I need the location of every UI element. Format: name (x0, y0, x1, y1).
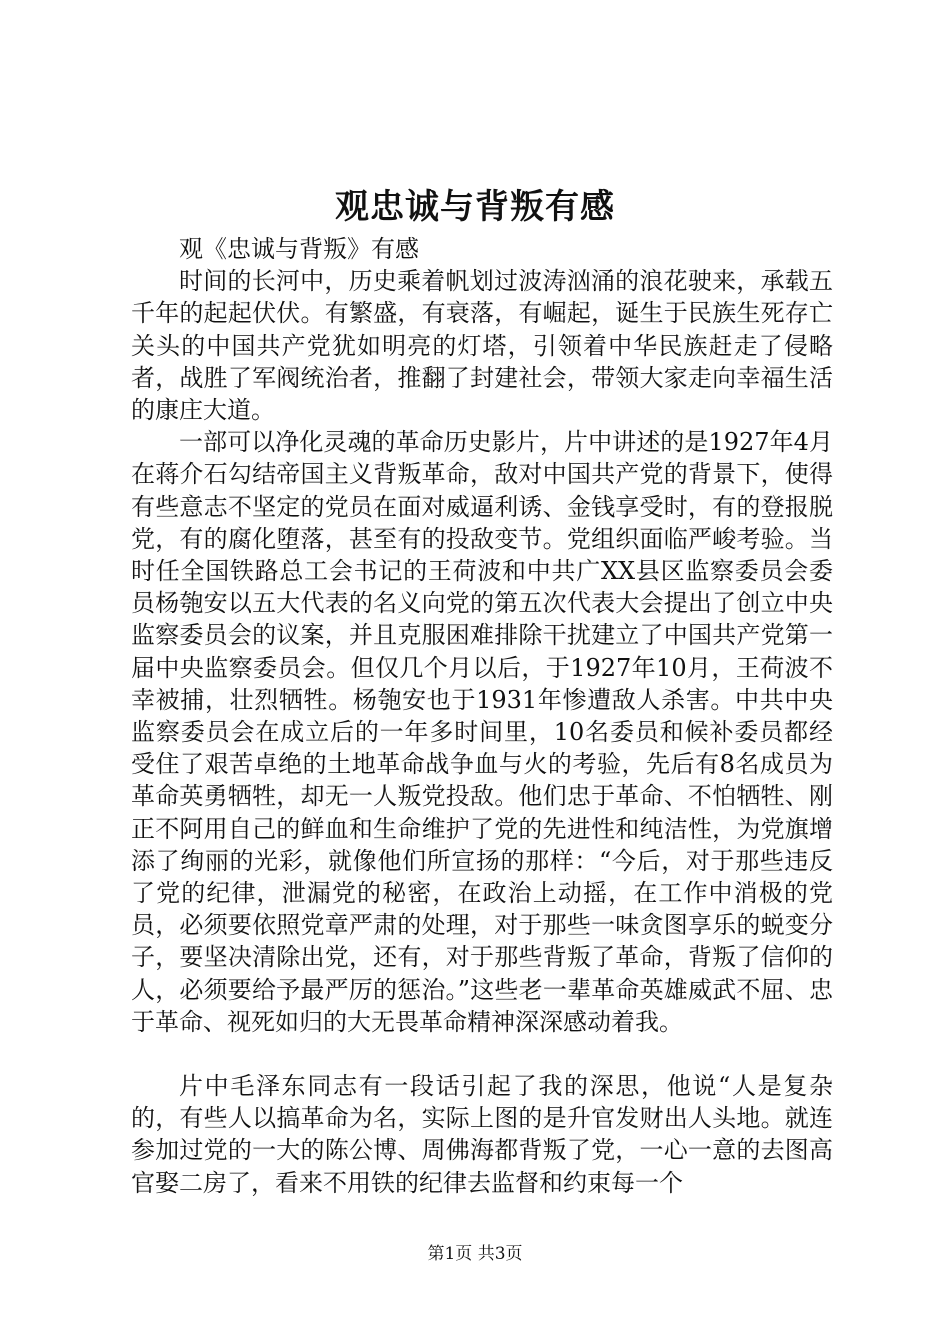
document-body (131, 233, 833, 1199)
document-title: 观忠诚与背叛有感 (335, 187, 615, 227)
paragraph-spacer (131, 1038, 833, 1070)
page-number-footer: 第1页 共3页 (427, 1244, 523, 1264)
paragraph-subtitle: 观《忠诚与背叛》有感 (179, 235, 419, 263)
paragraph-reflection: 片中毛泽东同志有一段话引起了我的深思，他说“人是复杂的，有些人以搞革命为名，实际上图的是升官发财出人头地。就连参加过党的一大的陈公博、周佛海都背叛了党，一心一意的去图高官娶二房了，看来不用铁的纪律去监督和约束每一个 (131, 1072, 833, 1197)
paragraph-film-summary: 一部可以净化灵魂的革命历史影片，片中讲述的是1927年4月在蒋介石勾结帝国主义背叛革命，敌对中国共产党的背景下，使得有些意志不坚定的党员在面对威逼利诱、金钱享受时，有的登报脱党，有的腐化堕落，甚至有的投敌变节。党组织面临严峻考验。当时任全国铁路总工会书记的王荷波和中共广XX县区监察委员会委员杨匏安以五大代表的名义向党的第五次代表大会提出了创立中央监察委员会的议案，并且克服困难排除干扰建立了中国共产党第一届中央监察委员会。但仅几个月以后，于1927年10月，王荷波不幸被捕，壮烈牺牲。杨匏安也于1931年惨遭敌人杀害。中共中央监察委员会在成立后的一年多时间里，10名委员和候补委员都经受住了艰苦卓绝的土地革命战争血与火的考验，先后有8名成员为革命英勇牺牲，却无一人叛党投敌。他们忠于革命、不怕牺牲、刚正不阿用自己的鲜血和生命维护了党的先进性和纯洁性，为党旗增添了绚丽的光彩，就像他们所宣扬的那样：“今后，对于那些违反了党的纪律，泄漏党的秘密，在政治上动摇，在工作中消极的党员，必须要依照党章严肃的处理，对于那些一味贪图享乐的蜕变分子，要坚决清除出党，还有，对于那些背叛了革命，背叛了信仰的人，必须要给予最严厉的惩治。”这些老一辈革命英雄威武不屈、忠于革命、视死如归的大无畏革命精神深深感动着我。 (131, 428, 833, 1036)
paragraph-intro: 时间的长河中，历史乘着帆划过波涛汹涌的浪花驶来，承载五千年的起起伏伏。有繁盛，有衰落，有崛起，诞生于民族生死存亡关头的中国共产党犹如明亮的灯塔，引领着中华民族赶走了侵略者，战胜了军阀统治者，推翻了封建社会，带领大家走向幸福生活的康庄大道。 (131, 267, 833, 425)
